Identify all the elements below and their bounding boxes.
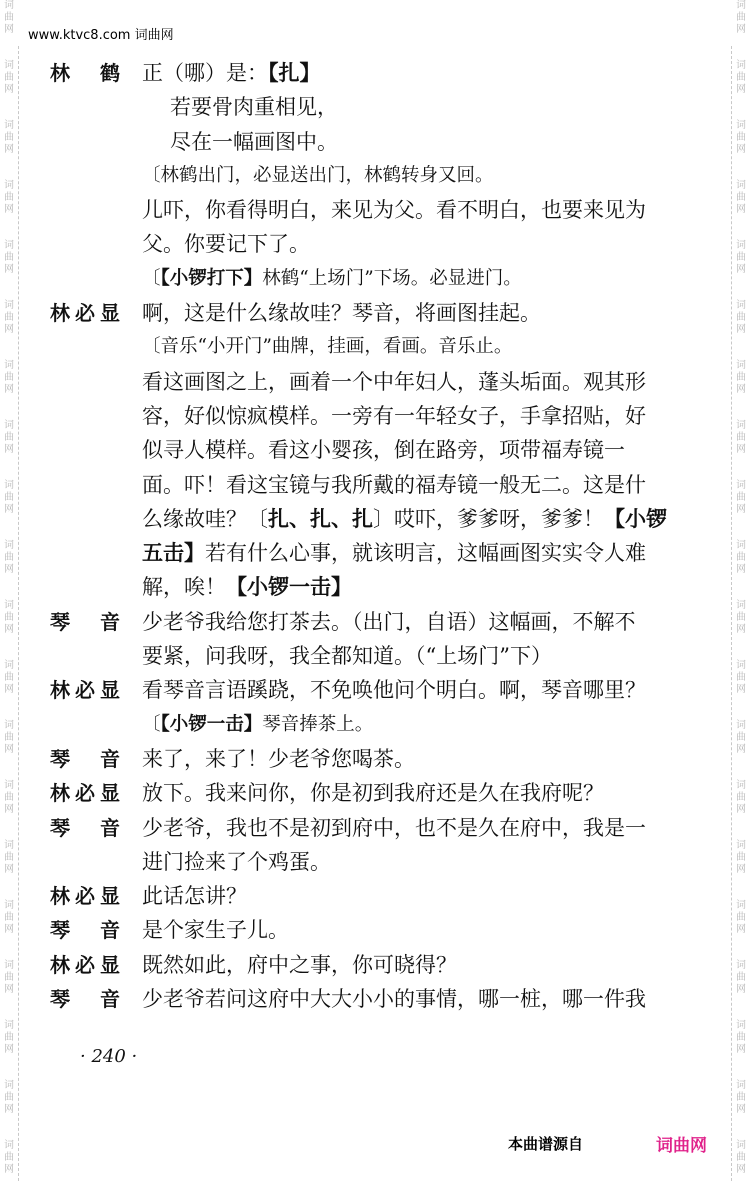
watermark-mark: 词 曲 网 xyxy=(736,480,746,515)
text-segment: 〔 xyxy=(142,713,161,735)
dialogue-text xyxy=(142,468,700,502)
watermark-mark: 词 曲 网 xyxy=(4,240,14,275)
text-segment: 〔 xyxy=(142,267,161,289)
text-segment: 少老爷若问这府中大大小小的事情，哪一桩，哪一件我 xyxy=(142,987,646,1012)
dialogue-text xyxy=(142,296,700,330)
script-line xyxy=(50,365,700,399)
percussion-cue: 【小锣一击】 xyxy=(160,713,263,735)
source-site-link[interactable]: 词曲网 xyxy=(656,1136,707,1156)
dialogue-text xyxy=(142,605,700,639)
margin-rule-left xyxy=(18,46,19,1181)
script-line xyxy=(50,776,700,810)
script-line xyxy=(50,879,700,913)
watermark-mark: 词 曲 网 xyxy=(4,600,14,635)
page-number: · 240 · xyxy=(80,1046,138,1067)
watermark-mark: 词 曲 网 xyxy=(736,720,746,755)
text-segment: 要紧，问我呀，我全都知道。（“上场门”下） xyxy=(142,644,552,669)
watermark-mark: 词 曲 网 xyxy=(736,420,746,455)
dialogue-text xyxy=(142,913,700,947)
dialogue-text xyxy=(142,433,700,467)
text-segment: 么缘故哇？〔 xyxy=(142,506,268,531)
percussion-cue: 扎、扎、扎 xyxy=(268,506,373,531)
text-segment: 看琴音言语蹊跷，不免唤他问个明白。啊，琴音哪里？ xyxy=(142,678,646,703)
text-segment: 〔林鹤出门，必显送出门，林鹤转身又回。 xyxy=(142,164,494,186)
stage-direction xyxy=(142,708,700,742)
dialogue-text xyxy=(142,639,700,673)
speaker-name: 琴 音 xyxy=(50,918,120,943)
script-line xyxy=(50,227,700,261)
speaker-name: 琴 音 xyxy=(50,609,120,634)
dialogue-text xyxy=(142,742,700,776)
watermark-mark: 词 曲 网 xyxy=(736,300,746,335)
text-segment: 放下。我来问你，你是初到我府还是久在我府呢？ xyxy=(142,781,604,806)
script-line xyxy=(50,570,700,604)
text-segment: 林鹤“上场门”下场。必显进门。 xyxy=(262,267,522,289)
text-segment: 容，好似惊疯模样。一旁有一年轻女子，手拿招贴，好 xyxy=(142,403,646,428)
text-segment: 解，唉！ xyxy=(142,575,226,600)
dialogue-text xyxy=(142,570,700,604)
speaker-name: 林必显 xyxy=(50,678,120,703)
dialogue-text xyxy=(142,502,700,536)
script-line xyxy=(50,673,700,707)
text-segment: 父。你要记下了。 xyxy=(142,232,310,257)
text-segment: 少老爷，我也不是初到府中，也不是久在府中，我是一 xyxy=(142,815,646,840)
text-segment: 〔音乐“小开门”曲牌，挂画，看画。音乐止。 xyxy=(142,336,513,358)
watermark-mark: 词 曲 网 xyxy=(736,660,746,695)
watermark-mark: 词 曲 网 xyxy=(736,900,746,935)
watermark-mark: 词 曲 网 xyxy=(736,1080,746,1115)
text-segment: 琴音捧茶上。 xyxy=(262,713,374,735)
watermark-mark: 词 曲 网 xyxy=(4,0,14,35)
dialogue-text xyxy=(142,56,700,90)
sung-verse xyxy=(170,125,700,159)
dialogue-text xyxy=(142,948,700,982)
sung-verse xyxy=(170,90,700,124)
script-line xyxy=(50,913,700,947)
script-body xyxy=(50,56,700,1016)
script-line xyxy=(50,433,700,467)
watermark-mark: 词 曲 网 xyxy=(736,0,746,35)
watermark-mark: 词 曲 网 xyxy=(736,360,746,395)
watermark-mark: 词 曲 网 xyxy=(4,480,14,515)
watermark-mark: 词 曲 网 xyxy=(4,900,14,935)
watermark-mark: 词 曲 网 xyxy=(736,840,746,875)
percussion-cue: 五击】 xyxy=(142,541,205,566)
dialogue-text xyxy=(142,536,700,570)
watermark-mark: 词 曲 网 xyxy=(4,300,14,335)
watermark-mark: 词 曲 网 xyxy=(736,60,746,95)
watermark-mark: 词 曲 网 xyxy=(4,840,14,875)
watermark-mark: 词 曲 网 xyxy=(4,540,14,575)
text-segment: 面。吓！看这宝镜与我所戴的福寿镜一般无二。这是什 xyxy=(142,472,646,497)
script-line xyxy=(50,639,700,673)
script-line xyxy=(50,502,700,536)
margin-rule-right xyxy=(731,46,732,1181)
site-url: www.ktvc8.com 词曲网 xyxy=(28,28,174,43)
watermark-mark: 词 曲 网 xyxy=(4,60,14,95)
script-line xyxy=(50,708,700,742)
speaker-name: 琴 音 xyxy=(50,987,120,1012)
watermark-mark: 词 曲 网 xyxy=(736,960,746,995)
watermark-mark: 词 曲 网 xyxy=(4,120,14,155)
percussion-cue: 【小锣 xyxy=(604,506,667,531)
watermark-mark: 词 曲 网 xyxy=(4,1020,14,1055)
script-line xyxy=(50,296,700,330)
text-segment: 既然如此，府中之事，你可晓得？ xyxy=(142,952,457,977)
text-segment: 是个家生子儿。 xyxy=(142,918,289,943)
script-line xyxy=(50,468,700,502)
dialogue-text xyxy=(142,673,700,707)
dialogue-text xyxy=(142,845,700,879)
dialogue-text xyxy=(142,879,700,913)
stage-direction xyxy=(142,330,700,364)
watermark-column-right xyxy=(734,0,748,1181)
watermark-column-left xyxy=(2,0,16,1181)
script-line xyxy=(50,56,700,90)
script-line xyxy=(50,536,700,570)
watermark-mark: 词 曲 网 xyxy=(736,180,746,215)
dialogue-text xyxy=(142,811,700,845)
script-line xyxy=(50,811,700,845)
watermark-mark: 词 曲 网 xyxy=(4,780,14,815)
text-segment: 若有什么心事，就该明言，这幅画图实实令人难 xyxy=(205,541,646,566)
watermark-mark: 词 曲 网 xyxy=(736,780,746,815)
watermark-mark: 词 曲 网 xyxy=(4,180,14,215)
dialogue-text xyxy=(142,982,700,1016)
speaker-name: 林必显 xyxy=(50,952,120,977)
speaker-name: 林 鹤 xyxy=(50,61,120,85)
script-line xyxy=(50,90,700,124)
watermark-mark: 词 曲 网 xyxy=(4,960,14,995)
text-segment: 〕哎吓，爹爹呀，爹爹！ xyxy=(373,506,604,531)
script-line xyxy=(50,399,700,433)
text-segment: 此话怎讲？ xyxy=(142,884,247,909)
dialogue-text xyxy=(142,193,700,227)
source-label: 本曲谱源自 xyxy=(508,1135,584,1153)
stage-direction xyxy=(142,262,700,296)
watermark-mark: 词 曲 网 xyxy=(4,360,14,395)
text-segment: 尽在一幅画图中。 xyxy=(170,129,338,154)
script-line xyxy=(50,262,700,296)
speaker-name: 琴 音 xyxy=(50,815,120,840)
text-segment: 啊，这是什么缘故哇？琴音，将画图挂起。 xyxy=(142,301,541,326)
text-segment: 若要骨肉重相见， xyxy=(170,95,338,120)
stage-direction xyxy=(142,159,700,193)
percussion-cue: 【小锣打下】 xyxy=(160,267,263,289)
text-segment: 似寻人模样。看这小婴孩，倒在路旁，项带福寿镜一 xyxy=(142,438,625,463)
text-segment: 看这画图之上，画着一个中年妇人，蓬头垢面。观其形 xyxy=(142,369,646,394)
watermark-mark: 词 曲 网 xyxy=(736,540,746,575)
script-line xyxy=(50,948,700,982)
percussion-cue: 【扎】 xyxy=(268,61,321,85)
watermark-mark: 词 曲 网 xyxy=(736,1140,746,1175)
script-line xyxy=(50,742,700,776)
dialogue-text xyxy=(142,399,700,433)
text-segment: 儿吓，你看得明白，来见为父。看不明白，也要来见为 xyxy=(142,198,646,223)
script-line xyxy=(50,125,700,159)
speaker-name: 林必显 xyxy=(50,301,120,326)
watermark-mark: 词 曲 网 xyxy=(4,660,14,695)
watermark-mark: 词 曲 网 xyxy=(736,120,746,155)
text-segment: 正（哪）是： xyxy=(142,61,268,85)
text-segment: 来了，来了！少老爷您喝茶。 xyxy=(142,746,415,771)
watermark-mark: 词 曲 网 xyxy=(736,600,746,635)
script-line xyxy=(50,845,700,879)
watermark-mark: 词 曲 网 xyxy=(736,1020,746,1055)
watermark-mark: 词 曲 网 xyxy=(4,420,14,455)
script-line xyxy=(50,330,700,364)
percussion-cue: 【小锣一击】 xyxy=(226,575,352,600)
dialogue-text xyxy=(142,776,700,810)
script-line xyxy=(50,193,700,227)
script-line xyxy=(50,159,700,193)
speaker-name: 琴 音 xyxy=(50,746,120,771)
watermark-mark: 词 曲 网 xyxy=(736,240,746,275)
watermark-mark: 词 曲 网 xyxy=(4,1140,14,1175)
dialogue-text xyxy=(142,227,700,261)
watermark-mark: 词 曲 网 xyxy=(4,720,14,755)
dialogue-text xyxy=(142,365,700,399)
script-line xyxy=(50,982,700,1016)
script-line xyxy=(50,605,700,639)
watermark-mark: 词 曲 网 xyxy=(4,1080,14,1115)
text-segment: 进门捡来了个鸡蛋。 xyxy=(142,849,331,874)
speaker-name: 林必显 xyxy=(50,884,120,909)
text-segment: 少老爷我给您打茶去。（出门，自语）这幅画，不解不 xyxy=(142,609,636,634)
speaker-name: 林必显 xyxy=(50,781,120,806)
